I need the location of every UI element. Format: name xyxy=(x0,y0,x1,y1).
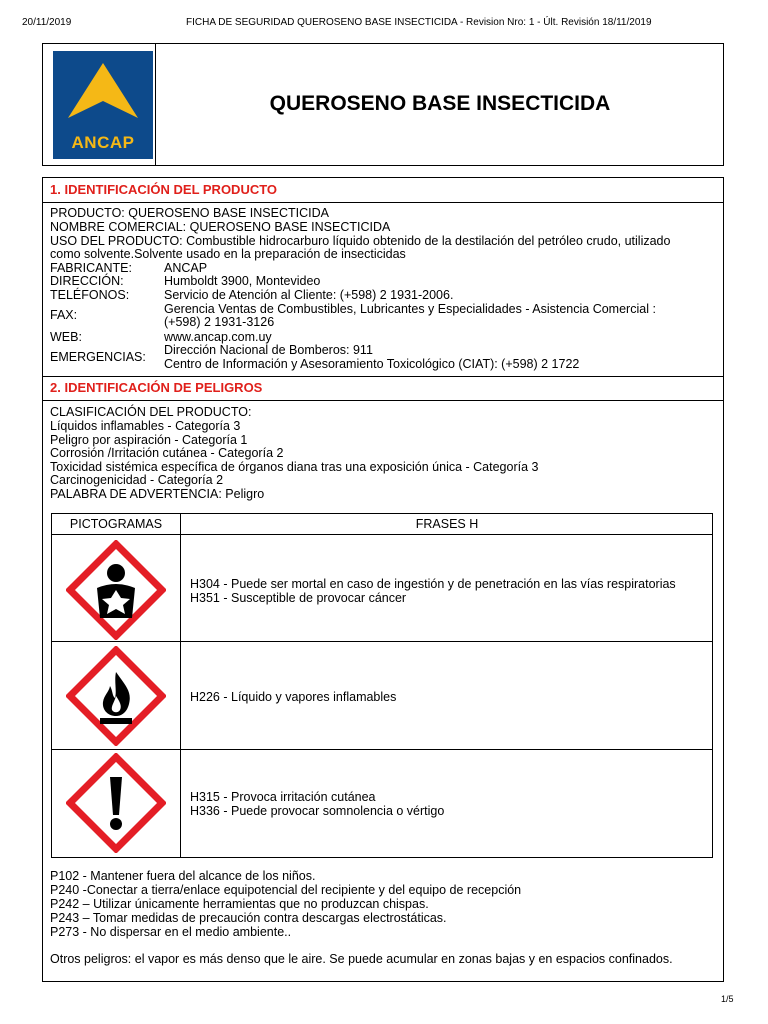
health-hazard-icon xyxy=(66,540,166,640)
p-phrase: P102 - Mantener fuera del alcance de los niños. xyxy=(50,869,316,883)
classification-heading: CLASIFICACIÓN DEL PRODUCTO: xyxy=(50,405,252,419)
classification-item: Corrosión /Irritación cutánea - Categoría 2 xyxy=(50,446,284,460)
flame-icon xyxy=(66,646,166,746)
exclamation-icon xyxy=(66,753,166,853)
classification-item: Toxicidad sistémica específica de órganos diana tras una exposición única - Categoría 3 xyxy=(50,460,539,474)
section2-title: 2. IDENTIFICACIÓN DE PELIGROS xyxy=(50,380,263,395)
emergencias-label: EMERGENCIAS: xyxy=(50,350,146,364)
uso-line-2: como solvente.Solvente usado en la preparación de insecticidas xyxy=(50,247,406,261)
telefonos-label: TELÉFONOS: xyxy=(50,288,130,302)
ancap-logo-text: ANCAP xyxy=(71,133,135,152)
section1-bottom-divider xyxy=(43,376,723,377)
fax-value-2: (+598) 2 1931-3126 xyxy=(164,315,275,329)
hazard-table xyxy=(51,513,713,858)
h-phrase: H336 - Puede provocar somnolencia o vértigo xyxy=(190,804,445,818)
table-col-divider xyxy=(180,514,181,857)
classification-item: Carcinogenicidad - Categoría 2 xyxy=(50,473,224,487)
content-box xyxy=(42,177,724,982)
web-label: WEB: xyxy=(50,330,82,344)
page-number: 1/5 xyxy=(721,994,734,1004)
emergencias-value-2: Centro de Información y Asesoramiento Toxicológico (CIAT): (+598) 2 1722 xyxy=(164,357,580,371)
classification-item: Líquidos inflamables - Categoría 3 xyxy=(50,419,241,433)
page-title: QUEROSENO BASE INSECTICIDA xyxy=(269,92,611,115)
signal-word: PALABRA DE ADVERTENCIA: Peligro xyxy=(50,487,265,501)
header-pictogramas: PICTOGRAMAS xyxy=(69,517,163,531)
producto-line: PRODUCTO: QUEROSENO BASE INSECTICIDA xyxy=(50,206,329,220)
p-phrase: P240 -Conectar a tierra/enlace equipotencial del recipiente y del equipo de recepción xyxy=(50,883,522,897)
p-phrase: P243 – Tomar medidas de precaución contra descargas electrostáticas. xyxy=(50,911,447,925)
h-phrase: H304 - Puede ser mortal en caso de ingestión y de penetración en las vías respiratorias xyxy=(190,577,676,591)
fabricante-label: FABRICANTE: xyxy=(50,261,132,275)
print-header-title: FICHA DE SEGURIDAD QUEROSENO BASE INSECTICIDA - Revision Nro: 1 - Últ. Revisión 18/11/2019 xyxy=(186,17,652,28)
title-box xyxy=(42,43,724,166)
header-frases-h: FRASES H xyxy=(415,517,479,531)
other-hazards: Otros peligros: el vapor es más denso que le aire. Se puede acumular en zonas bajas y en espacios confinados. xyxy=(50,952,673,966)
direccion-label: DIRECCIÓN: xyxy=(50,274,124,288)
h-phrase: H226 - Líquido y vapores inflamables xyxy=(190,690,397,704)
ancap-logo xyxy=(53,51,153,159)
section2-title-divider xyxy=(43,400,723,401)
h-phrase: H315 - Provoca irritación cutánea xyxy=(190,790,376,804)
h-phrase: H351 - Susceptible de provocar cáncer xyxy=(190,591,407,605)
direccion-value: Humboldt 3900, Montevideo xyxy=(164,274,321,288)
fax-label: FAX: xyxy=(50,308,78,322)
p-phrase: P242 – Utilizar únicamente herramientas que no produzcan chispas. xyxy=(50,897,429,911)
uso-line-1: USO DEL PRODUCTO: Combustible hidrocarburo líquido obtenido de la destilación del petróleo crudo, utilizado xyxy=(50,234,671,248)
emergencias-value-1: Dirección Nacional de Bomberos: 911 xyxy=(164,343,373,357)
classification-item: Peligro por aspiración - Categoría 1 xyxy=(50,433,248,447)
table-header-divider xyxy=(52,534,712,535)
table-row-divider xyxy=(52,641,712,642)
nombre-comercial-line: NOMBRE COMERCIAL: QUEROSENO BASE INSECTICIDA xyxy=(50,220,391,234)
fax-value-1: Gerencia Ventas de Combustibles, Lubricantes y Especialidades - Asistencia Comercial : xyxy=(164,302,656,316)
print-date: 20/11/2019 xyxy=(22,17,72,28)
section1-title-divider xyxy=(43,202,723,203)
telefonos-value: Servicio de Atención al Cliente: (+598) 2 1931-2006. xyxy=(164,288,454,302)
fabricante-value: ANCAP xyxy=(164,261,208,275)
web-link[interactable]: www.ancap.com.uy xyxy=(164,330,272,344)
table-row-divider xyxy=(52,749,712,750)
section1-title: 1. IDENTIFICACIÓN DEL PRODUCTO xyxy=(50,182,278,197)
p-phrase: P273 - No dispersar en el medio ambiente.. xyxy=(50,925,292,939)
